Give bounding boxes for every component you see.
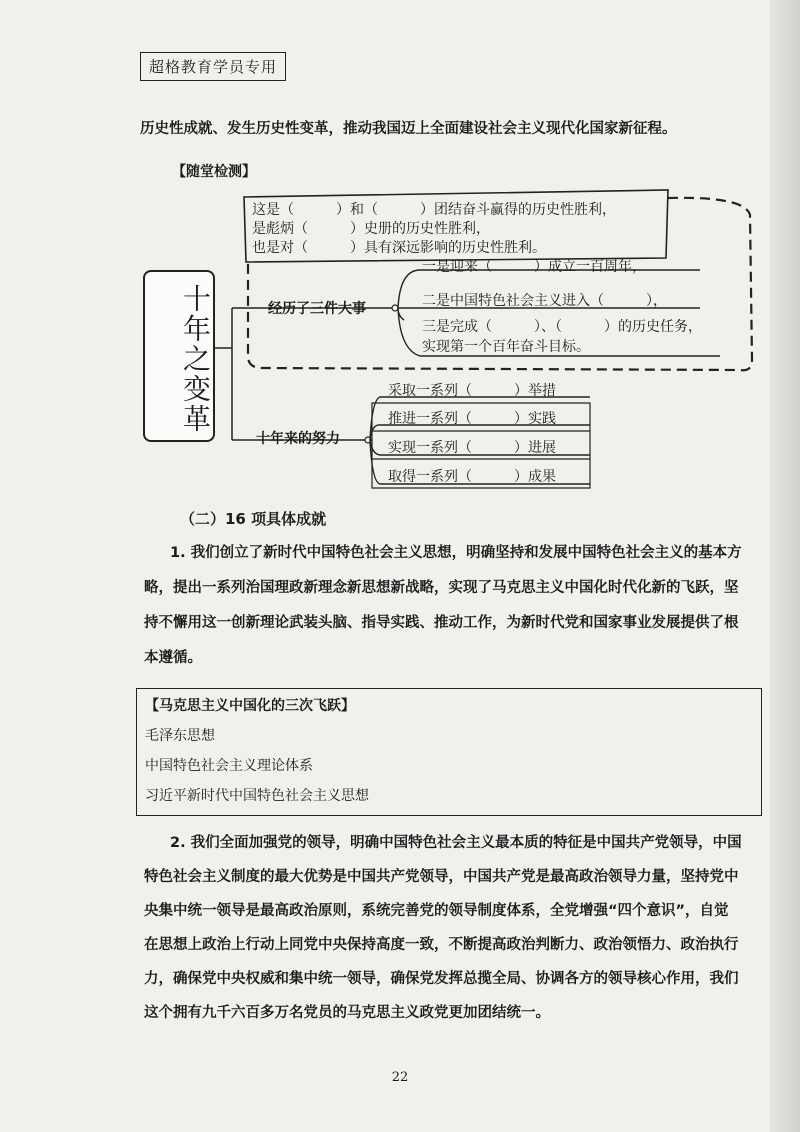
branch-ten-year-efforts: 十年来的努力 bbox=[256, 431, 340, 447]
paragraph-1 bbox=[144, 536, 764, 676]
note-item-2: 中国特色社会主义理论体系 bbox=[145, 758, 313, 774]
event-item-3: 三是完成（ ）、（ ）的历史任务， bbox=[422, 319, 702, 335]
effort-item-1: 采取一系列（ ）举措 bbox=[388, 383, 556, 399]
para1-line-3: 持不懈用这一创新理论武装头脑、指导实践、推动工作，为新时代党和国家事业发展提供了根 bbox=[144, 615, 739, 631]
event-item-1: 一是迎来（ ）成立一百周年， bbox=[422, 259, 646, 275]
para2-line-5: 力，确保党中央权威和集中统一领导，确保党发挥总揽全局、协调各方的领导核心作用，我们 bbox=[144, 971, 739, 987]
para1-line-4: 本遵循。 bbox=[144, 650, 202, 666]
mindmap-root-title: 十年之变革 bbox=[179, 284, 212, 434]
mindmap-root bbox=[143, 270, 215, 442]
quiz-line-3: 也是对（ ）具有深远影响的历史性胜利。 bbox=[252, 240, 546, 256]
page-edge-shadow bbox=[770, 0, 800, 1132]
paragraph-2 bbox=[144, 826, 764, 1030]
note-item-1: 毛泽东思想 bbox=[145, 728, 215, 744]
effort-item-2: 推进一系列（ ）实践 bbox=[388, 411, 556, 427]
effort-item-4: 取得一系列（ ）成果 bbox=[388, 469, 556, 485]
note-box bbox=[136, 688, 762, 816]
para2-line-3: 央集中统一领导是最高政治原则，系统完善党的领导制度体系，全党增强“四个意识”，自觉 bbox=[144, 903, 729, 919]
para2-line-4: 在思想上政治上行动上同党中央保持高度一致，不断提高政治判断力、政治领悟力、政治执行 bbox=[144, 937, 739, 953]
event-item-4: 实现第一个百年奋斗目标。 bbox=[422, 339, 590, 355]
para2-line-2: 特色社会主义制度的最大优势是中国共产党领导，中国共产党是最高政治领导力量，坚持党中 bbox=[144, 869, 739, 885]
effort-item-3: 实现一系列（ ）进展 bbox=[388, 440, 556, 456]
quiz-line-1: 这是（ ）和（ ）团结奋斗赢得的历史性胜利， bbox=[252, 202, 616, 218]
para2-line-1: 2. 我们全面加强党的领导，明确中国特色社会主义最本质的特征是中国共产党领导，中国 bbox=[170, 835, 742, 851]
branch-three-events: 经历了三件大事 bbox=[268, 301, 366, 317]
section-heading: （二）16 项具体成就 bbox=[180, 510, 327, 528]
para1-line-2: 略，提出一系列治国理政新理念新思想新战略，实现了马克思主义中国化时代化新的飞跃，坚 bbox=[144, 580, 739, 596]
para1-line-1: 1. 我们创立了新时代中国特色社会主义思想，明确坚持和发展中国特色社会主义的基本方 bbox=[170, 545, 742, 561]
quiz-label: 【随堂检测】 bbox=[172, 164, 256, 180]
event-item-2: 二是中国特色社会主义进入（ ）， bbox=[422, 293, 667, 309]
note-item-3: 习近平新时代中国特色社会主义思想 bbox=[145, 788, 369, 804]
intro-line: 历史性成就、发生历史性变革，推动我国迈上全面建设社会主义现代化国家新征程。 bbox=[140, 121, 677, 137]
note-title: 【马克思主义中国化的三次飞跃】 bbox=[145, 698, 355, 714]
page-number: 22 bbox=[391, 1070, 409, 1085]
para2-line-6: 这个拥有九千六百多万名党员的马克思主义政党更加团结统一。 bbox=[144, 1005, 550, 1021]
quiz-line-2: 是彪炳（ ）史册的历史性胜利， bbox=[252, 221, 490, 237]
header-badge: 超格教育学员专用 bbox=[140, 52, 286, 81]
